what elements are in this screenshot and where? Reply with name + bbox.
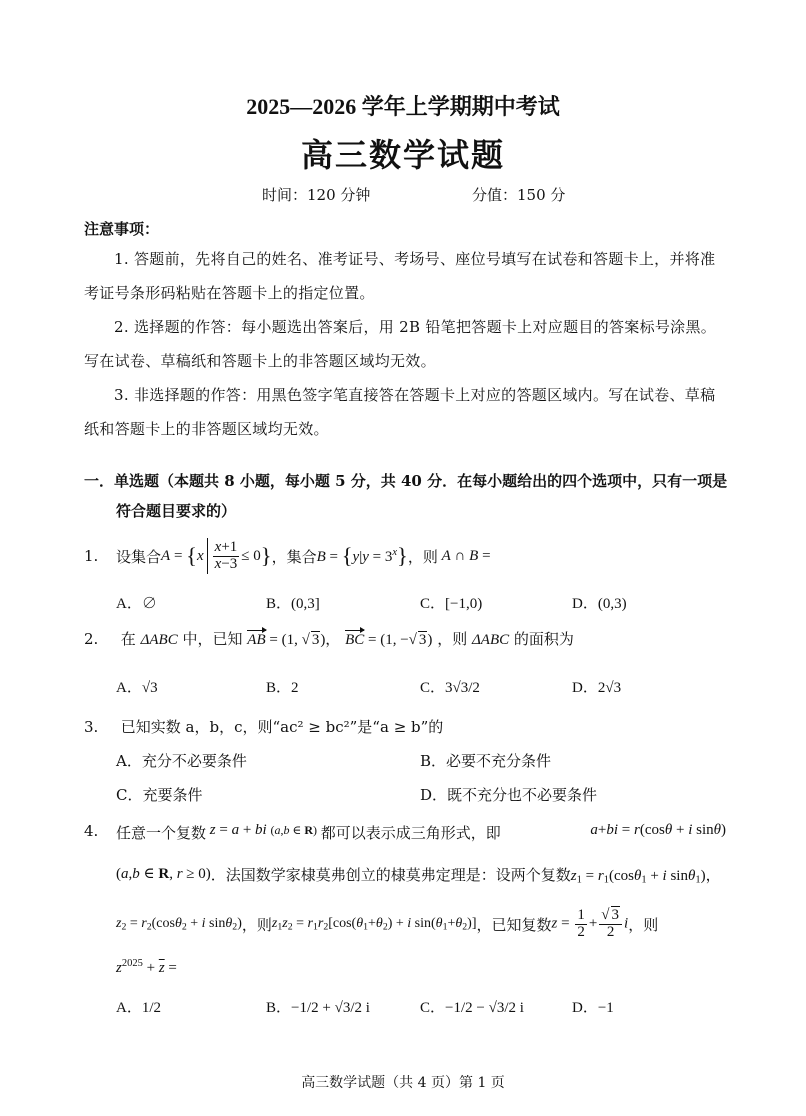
exam-score: 分值：150 分 [472,186,566,204]
notice-heading: 注意事项： [84,220,160,238]
q3-option-b: B．必要不充分条件 [420,752,552,770]
exam-year-line: 2025—2026 学年上学期期中考试 [246,94,560,119]
z2-formula: $z_2 = r_2(\cos\theta_2 + i$ sinθ$_2$) [116,915,242,933]
notice-item-2: 2. 选择题的作答：每小题选出答案后，用 2B 铅笔把答题卡上对应题目的答案标号涂黑。写在试卷、草稿纸和答题卡上的非答题区域均无效。 [84,318,717,370]
question-number: 2. [84,630,99,648]
condition-formula: (a,b ∈ R, r ≥ 0) [116,866,211,882]
q4-option-d: D．−1 [572,1000,614,1016]
q4-option-b: B．−1/2 + √3/2 i [266,1000,370,1016]
triangle-formula: ΔABC [472,632,510,648]
z1-formula: $z_1 = r_1(\cos\theta_1 + i$ sinθ$_1$)， [570,868,721,886]
exam-title: 高三数学试题 [300,136,505,174]
question-number: 4. [84,822,99,840]
section-title-line1: 一．单选题（本题共 8 小题，每小题 5 分，共 40 分．在每小题给出的四个选项中，只有一项是 [84,472,728,490]
q1-option-d: D．(0,3) [572,596,627,612]
de-moivre-formula: $z_1z_2 = r_1r_2[\cos(\theta_1+\theta_2) + i$ $\sin(\theta_1+\theta_2)$] [271,915,477,933]
question-text: ，则 [437,630,468,648]
q4-option-a: A．1/2 [116,1000,162,1016]
question-4-line1 [84,822,726,843]
q4-option-c: C．−1/2 − √3/2 i [420,1000,524,1016]
given-z-formula: z = $\frac{1}{2}$ + $\frac{√ 3}{2}$ i [551,906,629,940]
q1-option-a: A．∅ [116,596,157,612]
set-b-formula: $B = \{y|y = 3^x\}$ [316,543,408,568]
question-2 [84,628,574,649]
question-text: ，则 [241,915,272,934]
q1-option-c: C．[−1,0) [420,596,483,612]
question-4-line2 [116,864,726,886]
question-number: 1. [84,547,99,565]
q2-option-d: D．2√3 [572,680,622,696]
question-1 [84,534,491,578]
q3-option-c: C．充要条件 [116,786,203,804]
question-text: ，已知复数 [476,915,552,934]
q3-option-a: A．充分不必要条件 [116,752,247,770]
trig-form-formula: a+bi = r(cosθ + i sinθ) [590,822,726,838]
notice-item-1: 1. 答题前，先将自己的姓名、准考证号、考场号、座位号填写在试卷和答题卡上，并将准考证号条形码粘贴在答题卡上的指定位置。 [84,250,716,302]
complex-z-formula: z = a + bi (a,b ∈ R) [209,822,318,838]
question-text: 设集合 [116,547,162,566]
q2-option-a: A．√3 [116,680,158,696]
question-text: ，集合 [271,547,317,566]
question-text: 中，已知 [182,630,243,648]
question-3 [84,716,443,737]
exam-time: 时间：120 分钟 [262,186,371,204]
set-a-formula: A = { x $\frac{x+1}{x-3}$ ≤ 0 } [161,538,272,574]
question-4-line4: $z^{2025} + \overline{z}$ = [116,958,177,976]
question-text: 已知实数 a，b，c，则“ac² ≥ bc²”是“a ≥ b”的 [120,718,444,736]
section-title-line2: 符合题目要求的） [116,502,237,520]
vector-bc-formula: BC = (1, −√ 3) [345,632,433,648]
q2-option-b: B．2 [266,680,299,696]
question-text: 都可以表示成三角形式，即 [320,824,501,842]
question-text: ，则 [628,915,659,934]
q3-option-d: D．既不充分也不必要条件 [420,786,598,804]
intersection-formula: A ∩ B = [437,547,491,564]
vector-ab-formula: AB = (1, √ 3)， [247,632,341,648]
question-4-line3 [116,904,726,944]
question-text: ，则 [407,547,438,566]
q1-option-b: B．(0,3] [266,596,320,612]
q2-option-c: C．3√3/2 [420,680,480,696]
question-number: 3. [84,718,99,736]
page-footer: 高三数学试题（共 4 页）第 1 页 [301,1075,505,1091]
question-text: 任意一个复数 [116,824,207,842]
question-text: ．法国数学家棣莫弗创立的棣莫弗定理是：设两个复数 [210,866,571,884]
question-text: 在 [120,630,136,648]
question-text: 的面积为 [513,630,574,648]
triangle-formula: ΔABC [140,632,178,648]
notice-item-3: 3. 非选择题的作答：用黑色签字笔直接答在答题卡上对应的答题区域内。写在试卷、草稿纸和答题卡上的非答题区域均无效。 [84,386,716,438]
